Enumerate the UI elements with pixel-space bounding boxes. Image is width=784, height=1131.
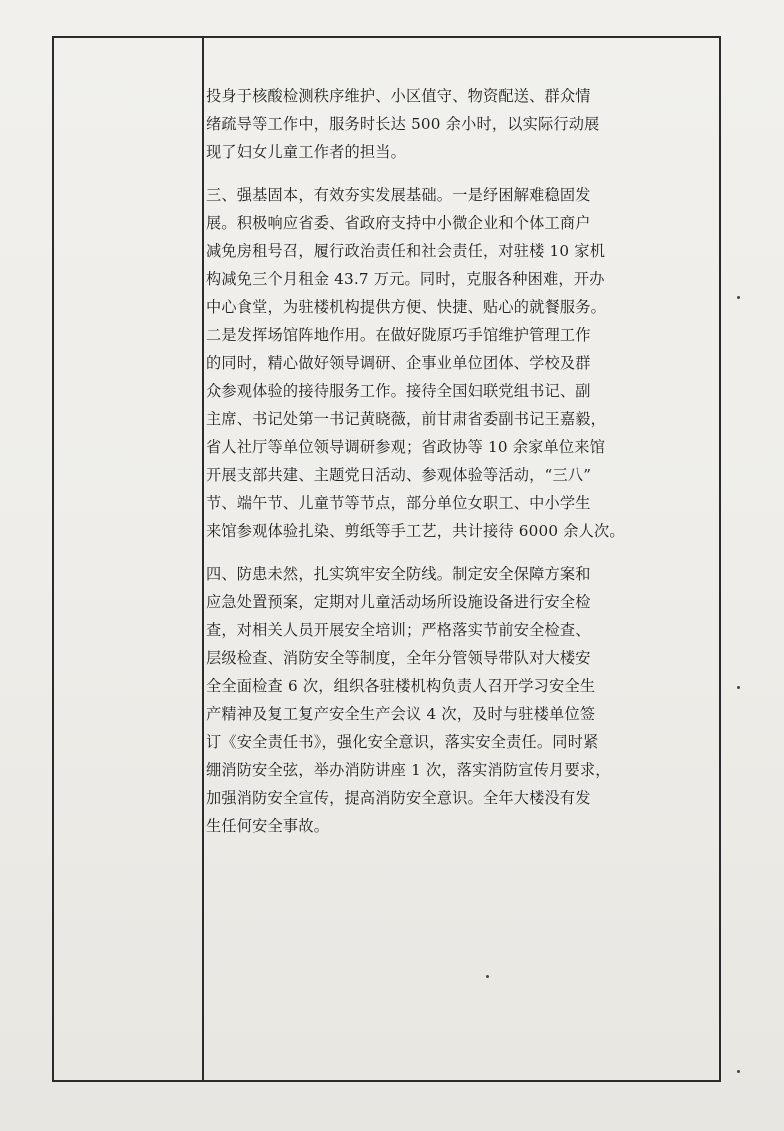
text-line: 现了妇女儿童工作者的担当。	[206, 143, 407, 161]
table-column-divider	[202, 36, 204, 1082]
text-line: 众参观体验的接待服务工作。接待全国妇联党组书记、副	[206, 382, 591, 400]
text-line: 节、端午节、儿童节等节点，部分单位女职工、中小学生	[206, 494, 591, 512]
scan-speck	[737, 686, 740, 689]
text-line: 展。积极响应省委、省政府支持中小微企业和个体工商户	[206, 214, 591, 232]
text-line: 订《安全责任书》，强化安全意识，落实安全责任。同时紧	[206, 733, 599, 751]
text-line: 全全面检查 6 次，组织各驻楼机构负责人召开学习安全生	[206, 677, 596, 695]
scan-speck	[737, 1070, 740, 1073]
text-line: 加强消防安全宣传，提高消防安全意识。全年大楼没有发	[206, 789, 591, 807]
text-line: 层级检查、消防安全等制度，全年分管领导带队对大楼安	[206, 649, 591, 667]
text-line: 绪疏导等工作中，服务时长达 500 余小时，以实际行动展	[206, 115, 600, 133]
text-line: 二是发挥场馆阵地作用。在做好陇原巧手馆维护管理工作	[206, 326, 591, 344]
text-line: 应急处置预案，定期对儿童活动场所设施设备进行安全检	[206, 593, 591, 611]
text-line: 投身于核酸检测秩序维护、小区值守、物资配送、群众情	[206, 87, 591, 105]
text-line: 省人社厅等单位领导调研参观；省政协等 10 余家单位来馆	[206, 438, 606, 456]
text-line: 三、强基固本，有效夯实发展基础。一是纾困解难稳固发	[206, 186, 591, 204]
text-line: 来馆参观体验扎染、剪纸等手工艺，共计接待 6000 余人次。	[206, 522, 625, 540]
text-line: 查，对相关人员开展安全培训；严格落实节前安全检查、	[206, 621, 591, 639]
paragraph-continuation	[206, 82, 716, 166]
text-line: 四、防患未然，扎实筑牢安全防线。制定安全保障方案和	[206, 565, 591, 583]
scan-speck	[737, 296, 740, 299]
text-line: 中心食堂，为驻楼机构提供方便、快捷、贴心的就餐服务。	[206, 298, 607, 316]
content-cell	[206, 82, 716, 855]
text-line: 生任何安全事故。	[206, 817, 330, 835]
text-line: 绷消防安全弦，举办消防讲座 1 次，落实消防宣传月要求，	[206, 761, 611, 779]
text-line: 的同时，精心做好领导调研、企事业单位团体、学校及群	[206, 354, 591, 372]
text-line: 构减免三个月租金 43.7 万元。同时，克服各种困难，开办	[206, 270, 605, 288]
paragraph-section-four	[206, 560, 716, 840]
text-line: 主席、书记处第一书记黄晓薇，前甘肃省委副书记王嘉毅，	[206, 410, 607, 428]
paragraph-section-three	[206, 181, 716, 545]
text-line: 减免房租号召，履行政治责任和社会责任，对驻楼 10 家机	[206, 242, 606, 260]
scan-speck	[486, 975, 489, 978]
text-line: 产精神及复工复产安全生产会议 4 次，及时与驻楼单位签	[206, 705, 596, 723]
text-line: 开展支部共建、主题党日活动、参观体验等活动，“三八”	[206, 466, 592, 484]
